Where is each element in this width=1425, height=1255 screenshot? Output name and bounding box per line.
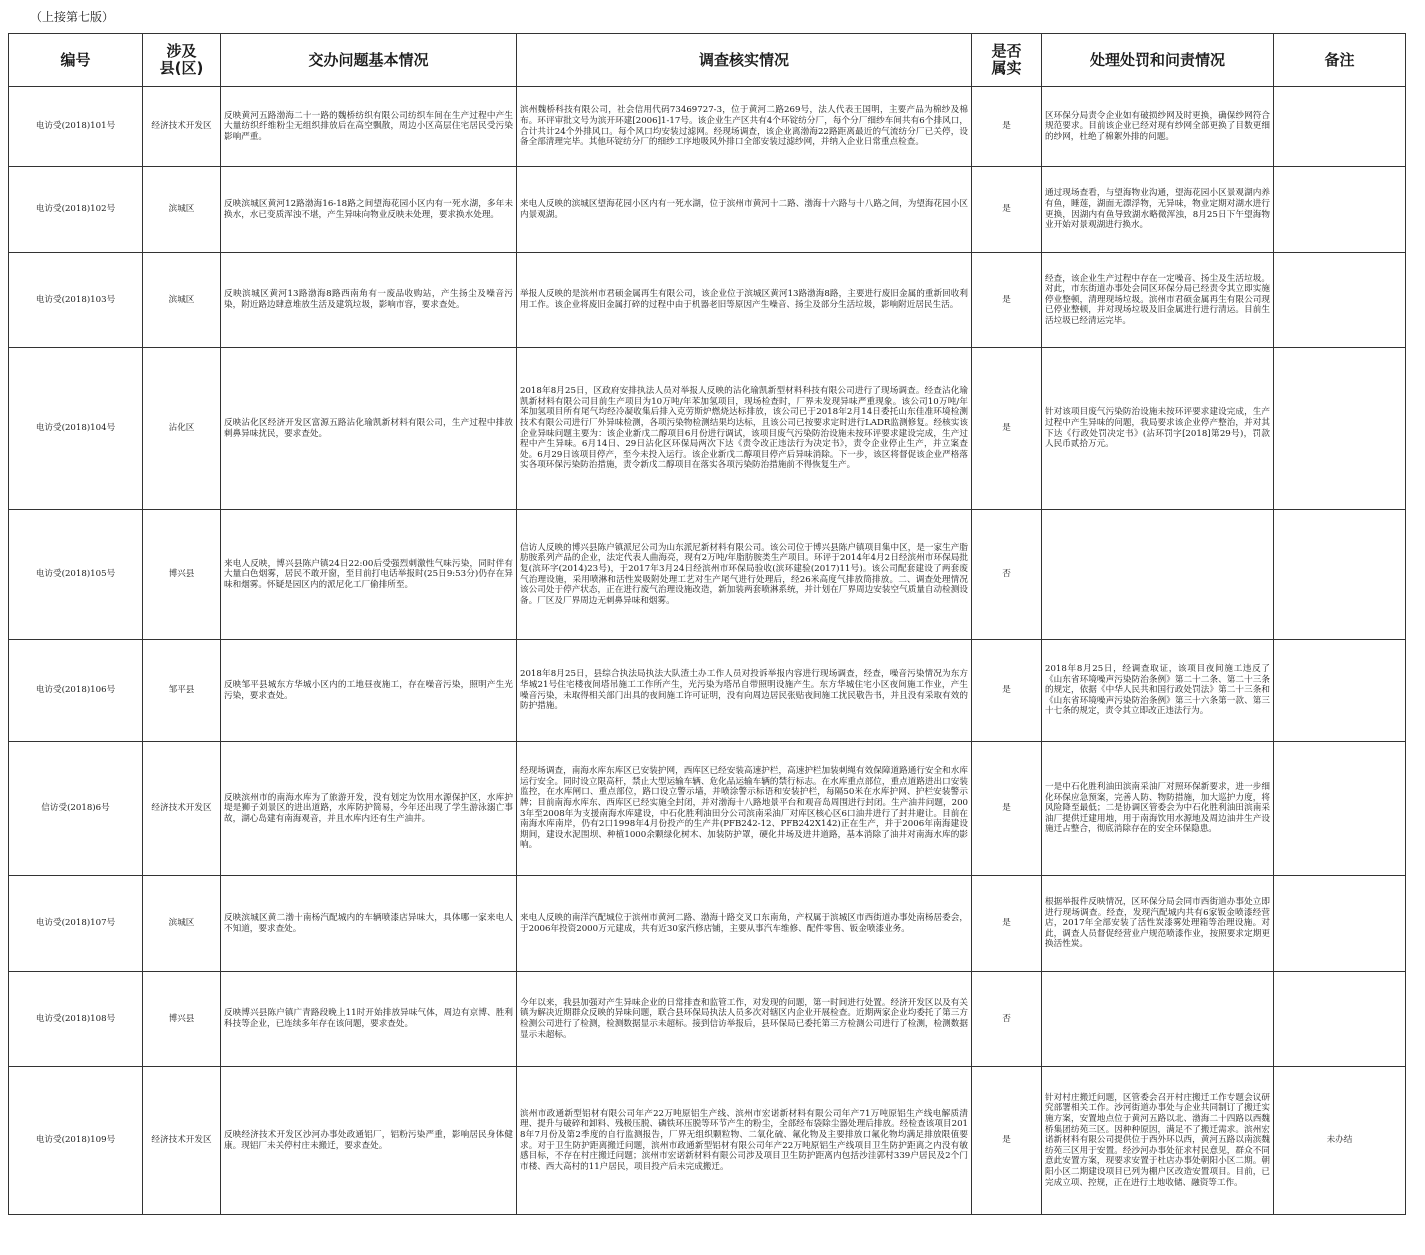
cell-investigation: 信访人反映的博兴县陈户镇派尼公司为山东派尼新材料有限公司。该公司位于博兴县陈户镇项目集中区，是一家生产脂肪胺系列产品的企业，法定代表人曲海亮，现有2万吨/年脂肪胺类生产项目。环评于2014年4月2日经滨州市环保局批复(滨环字(2014)23号)，于2017年3月24日经滨州市环保局验收(滨环建验(2017)11号)。该公司配套建设了两套废气治理设施，采用喷淋和活性炭吸附处理工艺对生产尾气进行处理后，经26米高度气排放筒排放。二、调查处理情况该公司处于停产状态，正在进行废气治理设施改造，新加装两套喷淋系统，并计划在厂界周边安装空气质量自动检测设备。厂区及厂界周边无刺鼻异味和烟雾。: [517, 510, 972, 640]
cell-id: 电访受(2018)109号: [9, 1067, 143, 1215]
cell-id: 电访受(2018)108号: [9, 972, 143, 1067]
cell-county: 经济技术开发区: [143, 742, 221, 876]
cell-remark: [1274, 510, 1406, 640]
table-row: [9, 876, 1406, 972]
cell-issue: 反映滨城区黄二渤十南杨汽配城内的车辆喷漆店异味大，具体哪一家来电人不知道，要求查处。: [221, 876, 517, 972]
cell-id: 电访受(2018)106号: [9, 640, 143, 742]
cell-issue: 反映滨州市的南海水库为了旅游开发，没有划定为饮用水源保护区，水库护堤是狮子刘景区的进出道路，水库防护简易，今年还出现了学生游泳溺亡事故，湖心岛建有南海观音，并且水库内还有生产油井。: [221, 742, 517, 876]
cell-investigation: 滨州市政通新型铝材有限公司年产22万吨原铝生产线、滨州市宏诺新材料有限公司年产71万吨原铝生产线电解质清理、提升与破碎和卸料、残极压脱、磷铁环压脱等环节产生的粉尘，全部经布袋除尘器处理后排放。经检查该项目2018年7月份及第2季度的自行监测报告，厂界无组织颗粒物、二氧化硫、氟化物及主要排放口氟化物均满足排放限值要求。对于卫生防护距离搬迁问题，滨州市政通新型铝材有限公司年产22万吨原铝生产线项目卫生防护距离之内没有敏感目标，不存在村庄搬迁问题；滨州市宏诺新材料有限公司涉及项目卫生防护距离内包括沙洼郭村339户居民及2个门市楼、西大高村的11户居民，项目投产后未完成搬迁。: [517, 1067, 972, 1215]
table-body: [9, 87, 1406, 1215]
cell-investigation: 来电人反映的南洋汽配城位于滨州市黄河二路、渤海十路交叉口东南角，产权属于滨城区市西街道办事处南杨居委会，于2006年投资2000万元建成，共有近30家汽修店铺，主要从事汽车维修、配件零售、钣金喷漆业务。: [517, 876, 972, 972]
cell-handling: 通过现场查看，与望海物业沟通，望海花园小区景观湖内养有鱼，睡莲，湖面无漂浮物，无异味，物业定期对湖水进行更换，因湖内有鱼导致湖水略微浑浊，8月25日下午望海物业开始对景观湖进行换水。: [1042, 167, 1274, 253]
cell-verified: 是: [972, 742, 1042, 876]
cell-issue: 来电人反映，博兴县陈户镇24日22:00后受强烈刺激性气味污染，同时伴有大量白色烟雾，居民不敢开窗，至目前打电话举报时(25日9:53分)仍存在异味和烟雾。怀疑是园区内的派尼化工厂偷排所至。: [221, 510, 517, 640]
table-row: [9, 972, 1406, 1067]
cell-handling: 区环保分局责令企业如有破损纱网及时更换，确保纱网符合规范要求。目前该企业已经对现有纱网全部更换了目数更细的纱网，杜绝了棉絮外排的问题。: [1042, 87, 1274, 167]
table-row: [9, 510, 1406, 640]
cell-id: 电访受(2018)107号: [9, 876, 143, 972]
cell-remark: [1274, 348, 1406, 510]
cell-county: 经济技术开发区: [143, 1067, 221, 1215]
cell-id: 信访受(2018)6号: [9, 742, 143, 876]
table-row: [9, 348, 1406, 510]
table-row: [9, 1067, 1406, 1215]
cell-remark: [1274, 640, 1406, 742]
cell-issue: 反映邹平县城东方华城小区内的工地昼夜施工，存在噪音污染，照明产生光污染，要求查处。: [221, 640, 517, 742]
table-row: [9, 742, 1406, 876]
cell-verified: 否: [972, 972, 1042, 1067]
cell-id: 电访受(2018)102号: [9, 167, 143, 253]
continued-note: （上接第七版）: [30, 10, 115, 24]
cell-county: 滨城区: [143, 253, 221, 348]
cell-handling: 针对村庄搬迁问题，区管委会召开村庄搬迁工作专题会议研究部署相关工作。沙河街道办事处与企业共同制订了搬迁实施方案，安置地点位于黄河五路以北、渤海二十四路以西魏桥集团纺苑三区。因种种原因，满足不了搬迁需求。滨州宏诺新材料有限公司提供位于西外环以西，黄河五路以南滨魏纺苑三区用于安置。经沙河办事处征求村民意见，群众不同意此安置方案，现要求安置于杜店办事处朝阳小区二期。朝阳小区二期建设项目已列为棚户区改造安置项目。目前，已完成立项、控规，正在进行土地收储、融资等工作。: [1042, 1067, 1274, 1215]
cell-issue: 反映滨城区黄河13路渤海8路西南角有一废品收购站，产生扬尘及噪音污染，附近路边肆意堆放生活及建筑垃圾，影响市容，要求查处。: [221, 253, 517, 348]
cell-investigation: 今年以来，我县加强对产生异味企业的日常排查和监管工作，对发现的问题，第一时间进行处置。经济开发区以及有关镇为解决近期群众反映的异味问题，联合县环保局执法人员多次对辖区内企业开展检查。近期两家企业均委托了第三方检测公司进行了检测，检测数据显示未超标。接到信访举报后，县环保局已委托第三方检测公司进行了检测，检测数据显示未超标。: [517, 972, 972, 1067]
cell-handling: 经查，该企业生产过程中存在一定噪音、扬尘及生活垃圾。对此，市东街道办事处会同区环保分局已经责令其立即实施停业整顿，清理现场垃圾。滨州市君硕金属再生有限公司现已停业整顿，并对现场垃圾及旧金属进行进行清运。目前生活垃圾已经清运完毕。: [1042, 253, 1274, 348]
cell-investigation: 滨州魏桥科技有限公司，社会信用代码73469727-3，位于黄河二路269号，法人代表王国明，主要产品为棉纱及棉布。环评审批文号为滨开环建[2006]1-17号。该企业生产区共有4个环锭纺分厂，每个分厂细纱车间共有6个排风口，合计共计24个外排风口。每个风口均安装过滤网。经现场调查，该企业离渤海22路距离最近的气流纺分厂已关停，设备全部清理完毕。其他环锭纺分厂的细纱工序地吸风外排口全部安装过滤纱网，并纳入企业日常重点检查。: [517, 87, 972, 167]
cell-county: 经济技术开发区: [143, 87, 221, 167]
cell-county: 博兴县: [143, 972, 221, 1067]
table-row: [9, 167, 1406, 253]
cell-investigation: 2018年8月25日，区政府安排执法人员对举报人反映的沾化瑜凯新型材料科技有限公司进行了现场调查。经查沾化瑜凯新材料有限公司目前生产项目为10万吨/年苯加氢项目，现场检查时，厂界未发现异味严重现象。该公司10万吨/年苯加氢项目所有尾气均经冷凝收集后排入克劳斯炉燃烧达标排放，该公司已于2018年2月14日委托山东佳准环境检测技术有限公司进行厂外异味检测，各项污染物检测结果均达标，且该公司已按要求定时进行LADR监测修复。经核实该企业异味问题主要为：该企业新戊二醇项目6月份进行调试，该项目废气污染防治设施未按环评要求建设完成，生产过程中产生异味。6月14日、29日沾化区环保局两次下达《责令改正违法行为决定书》，责令企业停止生产，并立案查处。6月29日该项目停产，至今未投入运行。该企业新戊二醇项目停产后异味消除。下一步，该区将督促该企业严格落实各项环保污染防治措施，责令新戊二醇项目在落实各项污染防治措施前不得恢复生产。: [517, 348, 972, 510]
cell-handling: 针对该项目废气污染防治设施未按环评要求建设完成，生产过程中产生异味的问题，我局要求该企业停产整治，并对其下达《行政处罚决定书》(沾环罚字[2018]第29号)，罚款人民币贰拾万元。: [1042, 348, 1274, 510]
cell-remark: 未办结: [1274, 1067, 1406, 1215]
cell-remark: [1274, 876, 1406, 972]
cell-issue: 反映滨城区黄河12路渤海16-18路之间望海花园小区内有一死水湖，多年未换水，水已变质浑浊不堪，产生异味向物业反映未处理，要求换水处理。: [221, 167, 517, 253]
cell-id: 电访受(2018)105号: [9, 510, 143, 640]
cell-verified: 是: [972, 876, 1042, 972]
cell-handling: 根据举报件反映情况，区环保分局会同市西街道办事处立即进行现场调查。经查，发现汽配城内共有6家钣金喷漆经营店，2017年全部安装了活性炭漆雾处理箱等治理设施。对此，调查人员督促经营业户规范喷漆作业，按照要求定期更换活性炭。: [1042, 876, 1274, 972]
table-row: [9, 253, 1406, 348]
cell-investigation: 举报人反映的是滨州市君硕金属再生有限公司，该企业位于滨城区黄河13路渤海8路，主要进行废旧金属的重新回收利用工作。该企业将废旧金属打碎的过程中由于机器老旧等原因产生噪音、扬尘及部分生活垃圾，影响附近居民生活。: [517, 253, 972, 348]
cell-verified: 是: [972, 1067, 1042, 1215]
cell-verified: 是: [972, 167, 1042, 253]
cell-investigation: 2018年8月25日，县综合执法局执法大队渣土办工作人员对投诉举报内容进行现场调查，经查，噪音污染情况为东方华城21号住宅楼夜间塔吊施工工作所产生，光污染为塔吊自带照明设施产生。东方华城住宅小区夜间施工作业，产生噪音污染，未取得相关部门出具的夜间施工许可证明，没有向周边居民张贴夜间施工扰民敬告书，并且没有采取有效的防护措施。: [517, 640, 972, 742]
table-row: [9, 87, 1406, 167]
cell-remark: [1274, 972, 1406, 1067]
cell-county: 沾化区: [143, 348, 221, 510]
case-table: [8, 33, 1406, 1215]
cell-id: 电访受(2018)103号: [9, 253, 143, 348]
header-verified: 是否 属实: [972, 34, 1042, 87]
cell-county: 滨城区: [143, 167, 221, 253]
cell-county: 邹平县: [143, 640, 221, 742]
cell-remark: [1274, 167, 1406, 253]
cell-handling: [1042, 972, 1274, 1067]
cell-verified: 是: [972, 87, 1042, 167]
cell-issue: 反映博兴县陈户镇广青路段晚上11时开始排放异味气体，周边有京博、胜利科技等企业，已连续多年存在该问题，要求查处。: [221, 972, 517, 1067]
cell-issue: 反映黄河五路渤海二十一路的魏桥纺织有限公司纺织车间在生产过程中产生大量纺织纤维粉尘无组织排放后在高空飘散，周边小区高层住宅居民受污染影响严重。: [221, 87, 517, 167]
cell-id: 电访受(2018)101号: [9, 87, 143, 167]
cell-remark: [1274, 253, 1406, 348]
header-county: 涉及 县(区): [143, 34, 221, 87]
table-row: [9, 640, 1406, 742]
cell-verified: 否: [972, 510, 1042, 640]
cell-remark: [1274, 742, 1406, 876]
cell-verified: 是: [972, 640, 1042, 742]
header-remark: 备注: [1274, 34, 1406, 87]
cell-issue: 反映经济技术开发区沙河办事处政通铝厂，铝粉污染严重，影响居民身体健康。现铝厂未关停村庄未搬迁，要求查处。: [221, 1067, 517, 1215]
cell-issue: 反映沾化区经济开发区富源五路沾化瑜凯新材料有限公司，生产过程中排放刺鼻异味扰民，要求查处。: [221, 348, 517, 510]
cell-investigation: 经现场调查，南海水库东库区已安装护网，西库区已经安装高速护栏，高速护栏加装刺绳有效保障道路通行安全和水库运行安全。同时设立限高杆，禁止大型运输车辆、危化品运输车辆的禁行标志。在水库重点部位，重点道路进出口安装监控，在水库闸口、重点部位，路口设立警示墙，并喷涂警示标语和安装护栏，每隔50米在水库护网、护栏安装警示牌；目前南海水库东、西库区已经实施全封闭，并对渤海十八路地景平台和观音岛周围进行封闭。生产油井问题，2003年至2008年为支援南海水库建设，中石化胜利油田分公司滨南采油厂对库区核心区6口油井进行了封井避让。目前在南海水库南岸，仍有2口1998年4月份投产的生产井(PFB242-12、PFB242X142)正在生产，并于2006年南海建设期间，建设水泥围坝、种植1000余颗绿化树木、加装防护罩，硬化井场及进井道路，基本消除了油井对南海水库的影响。: [517, 742, 972, 876]
cell-handling: [1042, 510, 1274, 640]
header-id: 编号: [9, 34, 143, 87]
header-issue: 交办问题基本情况: [221, 34, 517, 87]
cell-handling: 一是中石化胜利油田滨南采油厂对照环保新要求，进一步细化环保应急预案，完善人防、物防措施，加大巡护力度，将风险降至最低；二是协调区管委会为中石化胜利油田滨南采油厂提供迁建用地，用于南海饮用水源地及周边油井生产设施迁占整合，彻底消除存在的安全环保隐患。: [1042, 742, 1274, 876]
cell-remark: [1274, 87, 1406, 167]
cell-investigation: 来电人反映的滨城区望海花园小区内有一死水湖，位于滨州市黄河十二路、渤海十六路与十八路之间，为望海花园小区内景观湖。: [517, 167, 972, 253]
table-header-row: [9, 34, 1406, 87]
header-investigation: 调查核实情况: [517, 34, 972, 87]
cell-county: 博兴县: [143, 510, 221, 640]
cell-id: 电访受(2018)104号: [9, 348, 143, 510]
cell-county: 滨城区: [143, 876, 221, 972]
cell-verified: 是: [972, 348, 1042, 510]
cell-handling: 2018年8月25日，经调查取证，该项目夜间施工违反了《山东省环境噪声污染防治条例》第二十二条、第二十三条的规定，依据《中华人民共和国行政处罚法》第二十三条和《山东省环境噪声污染防治条例》第三十六条第一款、第三十七条的规定，责令其立即改正违法行为。: [1042, 640, 1274, 742]
cell-verified: 是: [972, 253, 1042, 348]
header-handling: 处理处罚和问责情况: [1042, 34, 1274, 87]
